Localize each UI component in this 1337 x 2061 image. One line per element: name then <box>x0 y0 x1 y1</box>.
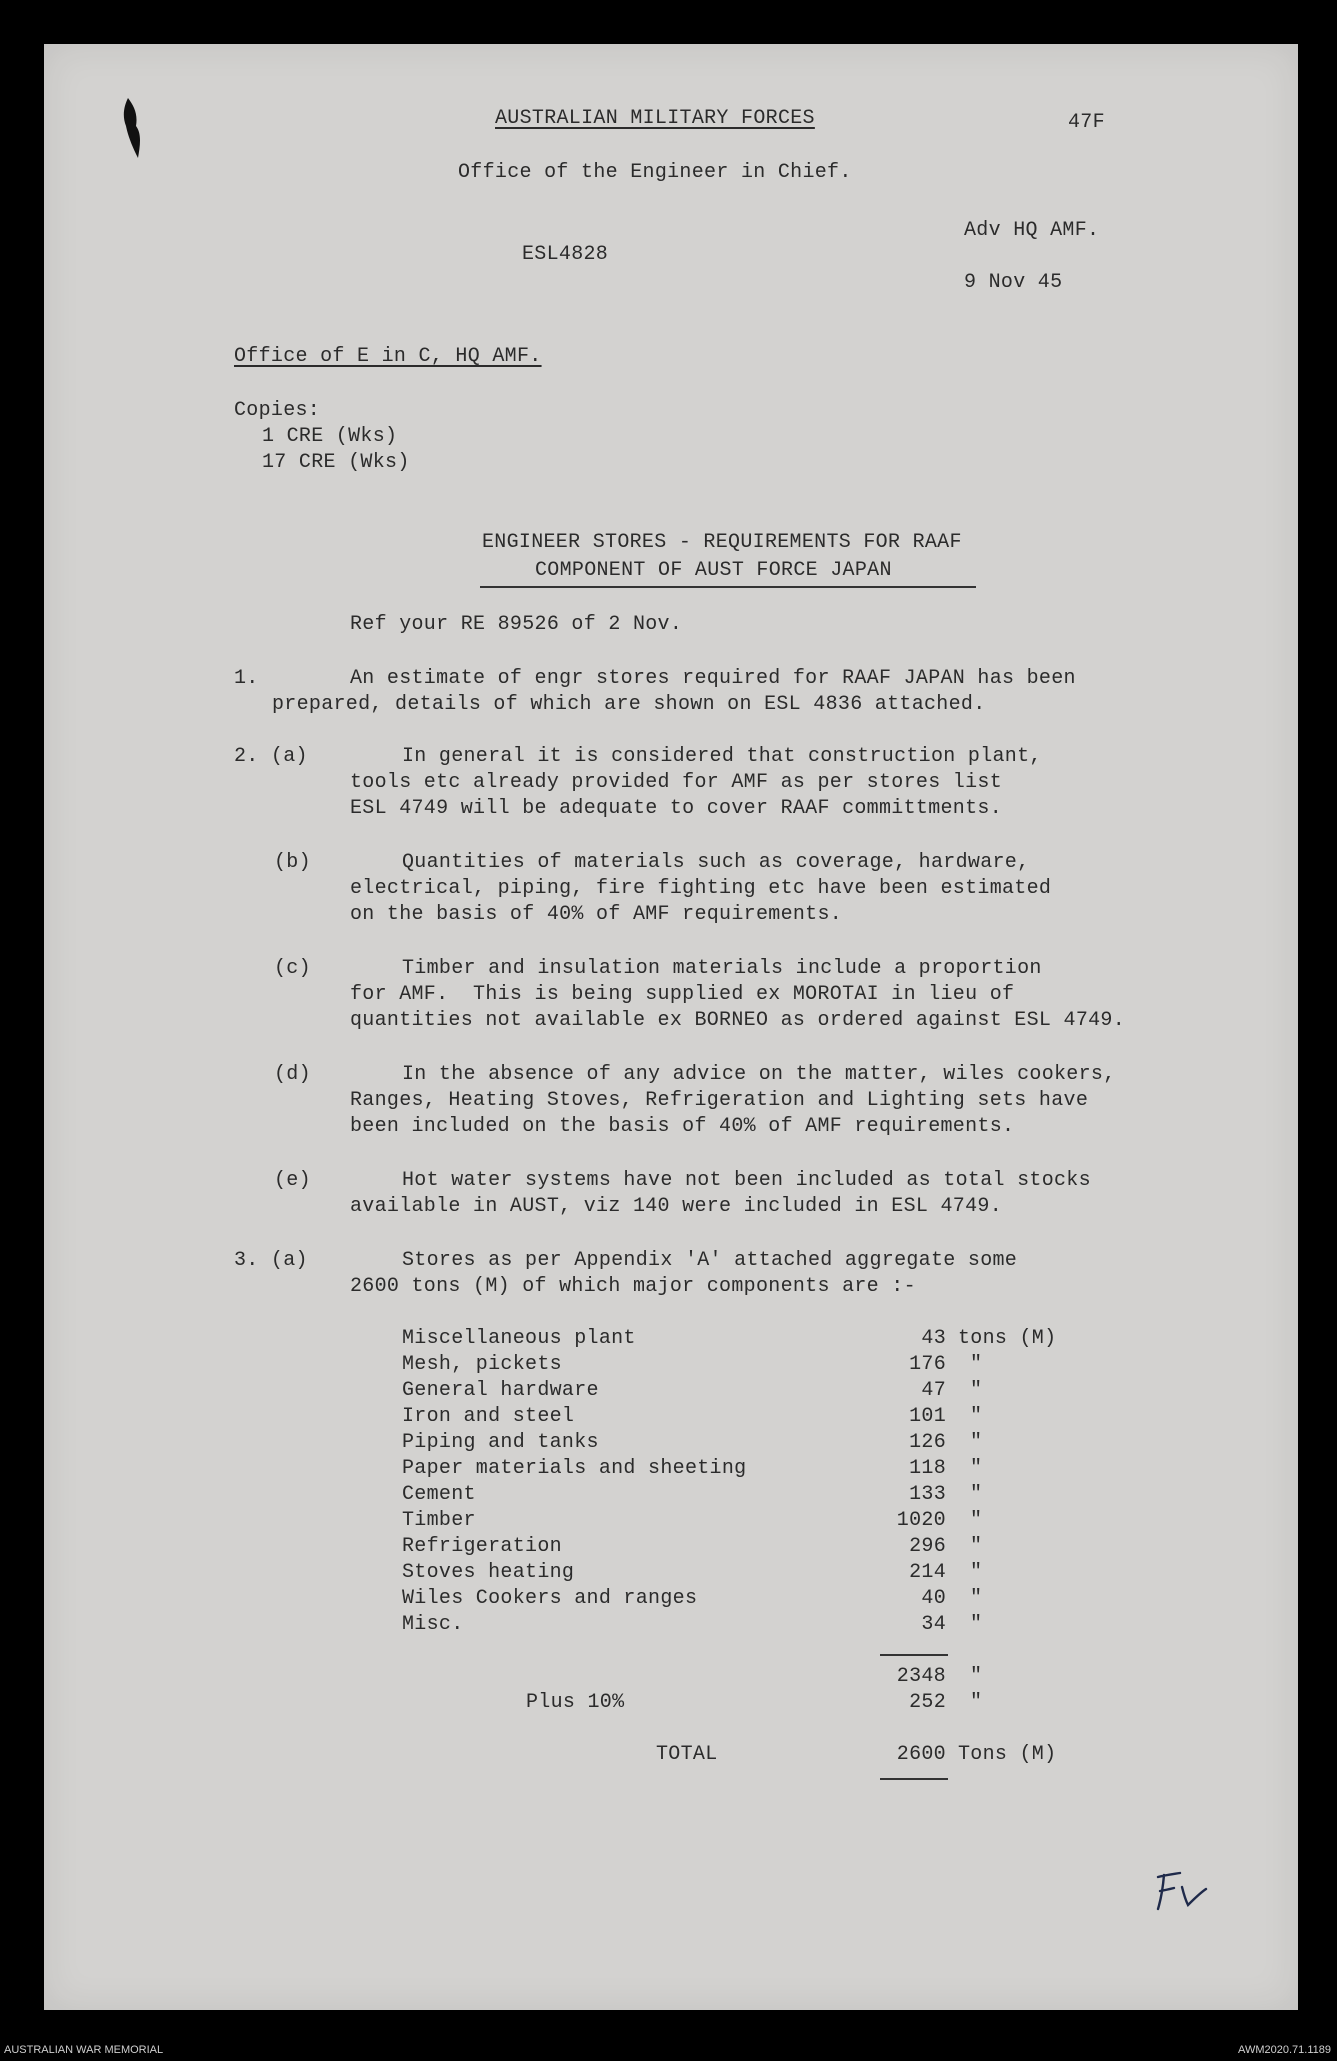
component-unit: " <box>970 1431 983 1454</box>
para-2b-line: on the basis of 40% of AMF requirements. <box>350 903 843 926</box>
component-qty: 133 <box>909 1483 946 1506</box>
para-2c-line: for AMF. This is being supplied ex MOROTAI in lieu of <box>350 983 1015 1006</box>
plus-unit: " <box>970 1691 983 1714</box>
ink-blot-mark <box>120 96 146 160</box>
para-number: (e) <box>274 1169 311 1192</box>
subtotal-qty: 2348 <box>896 1665 946 1688</box>
component-unit: tons (M) <box>958 1327 1057 1350</box>
para-2b-line: electrical, piping, fire fighting etc have been estimated <box>350 877 1052 900</box>
subject-line-2: COMPONENT OF AUST FORCE JAPAN <box>535 559 892 582</box>
copy-recipient: 17 CRE (Wks) <box>262 451 410 474</box>
subtotal-rule <box>880 1654 948 1656</box>
component-qty: 1020 <box>896 1509 946 1532</box>
component-unit: " <box>970 1509 983 1532</box>
para-2a-line: ESL 4749 will be adequate to cover RAAF committments. <box>350 797 1003 820</box>
handwritten-initials <box>1150 1865 1210 1915</box>
component-unit: " <box>970 1379 983 1402</box>
file-reference: ESL4828 <box>522 243 609 266</box>
total-label: TOTAL <box>656 1743 718 1766</box>
para-1-line: An estimate of engr stores required for RAAF JAPAN has been <box>350 667 1076 690</box>
component-name: Wiles Cookers and ranges <box>402 1587 698 1610</box>
total-qty: 2600 <box>896 1743 946 1766</box>
component-unit: " <box>970 1353 983 1376</box>
para-2b-line: Quantities of materials such as coverage, hardware, <box>402 851 1030 874</box>
component-unit: " <box>970 1587 983 1610</box>
para-2d-line: Ranges, Heating Stoves, Refrigeration and Lighting sets have <box>350 1089 1089 1112</box>
component-qty: 34 <box>921 1613 946 1636</box>
component-name: Paper materials and sheeting <box>402 1457 747 1480</box>
para-number: 1. <box>234 667 259 690</box>
component-qty: 47 <box>921 1379 946 1402</box>
component-name: Refrigeration <box>402 1535 562 1558</box>
plus-qty: 252 <box>909 1691 946 1714</box>
component-unit: " <box>970 1561 983 1584</box>
component-qty: 118 <box>909 1457 946 1480</box>
component-name: Piping and tanks <box>402 1431 599 1454</box>
total-unit: Tons (M) <box>958 1743 1057 1766</box>
plus-label: Plus 10% <box>526 1691 625 1714</box>
para-2e-line: Hot water systems have not been included as total stocks <box>402 1169 1091 1192</box>
para-number: 2. (a) <box>234 745 308 768</box>
component-unit: " <box>970 1457 983 1480</box>
para-2d-line: been included on the basis of 40% of AMF requirements. <box>350 1115 1015 1138</box>
component-qty: 296 <box>909 1535 946 1558</box>
reference-line: Ref your RE 89526 of 2 Nov. <box>350 613 683 636</box>
document-date: 9 Nov 45 <box>964 271 1063 294</box>
component-name: General hardware <box>402 1379 599 1402</box>
component-unit: " <box>970 1613 983 1636</box>
component-qty: 126 <box>909 1431 946 1454</box>
para-3a-line: 2600 tons (M) of which major components are :- <box>350 1275 916 1298</box>
office-line: Office of the Engineer in Chief. <box>458 161 852 184</box>
para-3a-line: Stores as per Appendix 'A' attached aggregate some <box>402 1249 1018 1272</box>
para-number: (c) <box>274 957 311 980</box>
hq-line: Adv HQ AMF. <box>964 219 1100 242</box>
page-reference: 47F <box>1068 111 1105 134</box>
component-qty: 101 <box>909 1405 946 1428</box>
subtotal-unit: " <box>970 1665 983 1688</box>
copy-recipient: 1 CRE (Wks) <box>262 425 398 448</box>
subject-line-1: ENGINEER STORES - REQUIREMENTS FOR RAAF <box>482 531 962 554</box>
copies-label: Copies: <box>234 399 321 422</box>
para-2a-line: tools etc already provided for AMF as per stores list <box>350 771 1003 794</box>
component-qty: 176 <box>909 1353 946 1376</box>
subject-underline <box>480 586 976 588</box>
footer-accession: AWM2020.71.1189 <box>1238 2044 1331 2056</box>
component-unit: " <box>970 1535 983 1558</box>
para-number: 3. (a) <box>234 1249 308 1272</box>
component-name: Stoves heating <box>402 1561 575 1584</box>
footer-institution: AUSTRALIAN WAR MEMORIAL <box>4 2044 164 2056</box>
component-name: Miscellaneous plant <box>402 1327 636 1350</box>
component-unit: " <box>970 1405 983 1428</box>
total-rule <box>880 1778 948 1780</box>
para-2c-line: quantities not available ex BORNEO as ordered against ESL 4749. <box>350 1009 1126 1032</box>
component-unit: " <box>970 1483 983 1506</box>
component-qty: 214 <box>909 1561 946 1584</box>
para-2e-line: available in AUST, viz 140 were included in ESL 4749. <box>350 1195 1003 1218</box>
para-1-line: prepared, details of which are shown on ESL 4836 attached. <box>272 693 986 716</box>
para-2a-line: In general it is considered that construction plant, <box>402 745 1042 768</box>
para-number: (d) <box>274 1063 311 1086</box>
component-name: Cement <box>402 1483 476 1506</box>
org-heading: AUSTRALIAN MILITARY FORCES <box>495 107 815 130</box>
component-name: Mesh, pickets <box>402 1353 562 1376</box>
component-name: Misc. <box>402 1613 464 1636</box>
component-qty: 43 <box>921 1327 946 1350</box>
para-2c-line: Timber and insulation materials include a proportion <box>402 957 1042 980</box>
para-2d-line: In the absence of any advice on the matter, wiles cookers, <box>402 1063 1116 1086</box>
component-name: Timber <box>402 1509 476 1532</box>
para-number: (b) <box>274 851 311 874</box>
component-qty: 40 <box>921 1587 946 1610</box>
component-name: Iron and steel <box>402 1405 575 1428</box>
addressee: Office of E in C, HQ AMF. <box>234 345 542 368</box>
